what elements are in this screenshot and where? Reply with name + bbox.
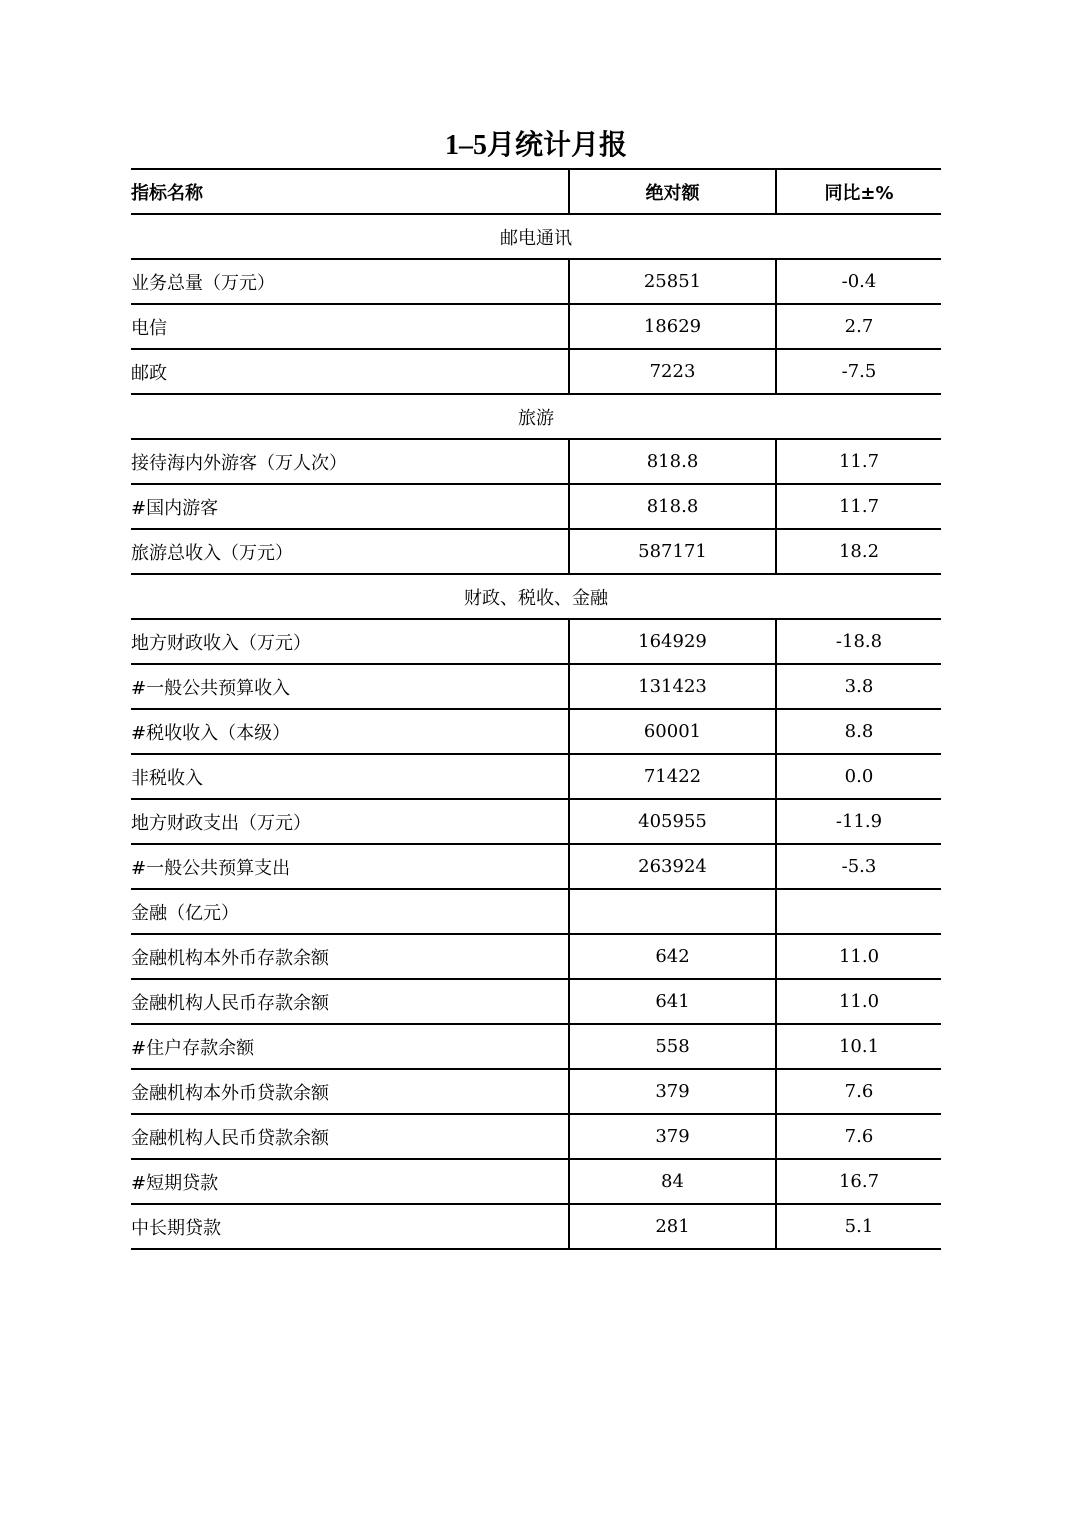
table-row: [131, 1024, 941, 1069]
table-row: [131, 304, 941, 349]
indicator-name: #税收收入（本级）: [131, 709, 569, 754]
table-row: [131, 889, 941, 934]
yoy-value: 5.1: [776, 1204, 941, 1249]
indicator-name: 业务总量（万元）: [131, 259, 569, 304]
indicator-name: 金融机构本外币存款余额: [131, 934, 569, 979]
indicator-name: 金融机构人民币存款余额: [131, 979, 569, 1024]
yoy-value: -0.4: [776, 259, 941, 304]
indicator-name: 非税收入: [131, 754, 569, 799]
section-row: [131, 574, 941, 619]
section-label: 邮电通讯: [131, 214, 941, 259]
absolute-value: 641: [569, 979, 776, 1024]
yoy-value: 8.8: [776, 709, 941, 754]
table-row: [131, 664, 941, 709]
absolute-value: 379: [569, 1069, 776, 1114]
yoy-value: 18.2: [776, 529, 941, 574]
table-row: [131, 529, 941, 574]
table-row: [131, 1114, 941, 1159]
yoy-value: [776, 889, 941, 934]
absolute-value: 84: [569, 1159, 776, 1204]
indicator-name: #短期贷款: [131, 1159, 569, 1204]
yoy-value: -18.8: [776, 619, 941, 664]
absolute-value: 281: [569, 1204, 776, 1249]
table-row: [131, 439, 941, 484]
absolute-value: 60001: [569, 709, 776, 754]
indicator-name: 电信: [131, 304, 569, 349]
column-header-yoy: 同比±%: [776, 169, 941, 214]
table-row: [131, 754, 941, 799]
table-row: [131, 844, 941, 889]
table-row: [131, 934, 941, 979]
section-row: [131, 394, 941, 439]
indicator-name: 旅游总收入（万元）: [131, 529, 569, 574]
indicator-name: 金融机构本外币贷款余额: [131, 1069, 569, 1114]
section-label: 财政、税收、金融: [131, 574, 941, 619]
table-row: [131, 619, 941, 664]
absolute-value: 405955: [569, 799, 776, 844]
yoy-value: 11.0: [776, 979, 941, 1024]
absolute-value: 18629: [569, 304, 776, 349]
table-row: [131, 484, 941, 529]
indicator-name: 中长期贷款: [131, 1204, 569, 1249]
indicator-name: #国内游客: [131, 484, 569, 529]
table-row: [131, 799, 941, 844]
absolute-value: 131423: [569, 664, 776, 709]
indicator-name: 地方财政支出（万元）: [131, 799, 569, 844]
yoy-value: 11.7: [776, 484, 941, 529]
table-row: [131, 709, 941, 754]
yoy-value: 10.1: [776, 1024, 941, 1069]
table-row: [131, 1204, 941, 1249]
absolute-value: 587171: [569, 529, 776, 574]
statistics-table: [131, 168, 941, 1250]
indicator-name: #一般公共预算支出: [131, 844, 569, 889]
yoy-value: 0.0: [776, 754, 941, 799]
indicator-name: 地方财政收入（万元）: [131, 619, 569, 664]
section-label: 旅游: [131, 394, 941, 439]
table-row: [131, 1069, 941, 1114]
absolute-value: 818.8: [569, 484, 776, 529]
yoy-value: -7.5: [776, 349, 941, 394]
yoy-value: 11.7: [776, 439, 941, 484]
table-row: [131, 979, 941, 1024]
yoy-value: -5.3: [776, 844, 941, 889]
table-header-row: [131, 169, 941, 214]
indicator-name: 邮政: [131, 349, 569, 394]
column-header-absolute: 绝对额: [569, 169, 776, 214]
absolute-value: 164929: [569, 619, 776, 664]
absolute-value: 642: [569, 934, 776, 979]
absolute-value: 71422: [569, 754, 776, 799]
indicator-name: #住户存款余额: [131, 1024, 569, 1069]
yoy-value: 11.0: [776, 934, 941, 979]
absolute-value: 25851: [569, 259, 776, 304]
yoy-value: 7.6: [776, 1069, 941, 1114]
yoy-value: 16.7: [776, 1159, 941, 1204]
yoy-value: -11.9: [776, 799, 941, 844]
absolute-value: 818.8: [569, 439, 776, 484]
yoy-value: 3.8: [776, 664, 941, 709]
absolute-value: 558: [569, 1024, 776, 1069]
indicator-name: 接待海内外游客（万人次）: [131, 439, 569, 484]
absolute-value: 7223: [569, 349, 776, 394]
page-title: 1–5月统计月报: [444, 130, 627, 161]
section-row: [131, 214, 941, 259]
yoy-value: 7.6: [776, 1114, 941, 1159]
yoy-value: 2.7: [776, 304, 941, 349]
table-row: [131, 259, 941, 304]
indicator-name: #一般公共预算收入: [131, 664, 569, 709]
indicator-name: 金融机构人民币贷款余额: [131, 1114, 569, 1159]
absolute-value: 263924: [569, 844, 776, 889]
absolute-value: [569, 889, 776, 934]
indicator-name: 金融（亿元）: [131, 889, 569, 934]
absolute-value: 379: [569, 1114, 776, 1159]
table-row: [131, 1159, 941, 1204]
table-row: [131, 349, 941, 394]
column-header-name: 指标名称: [131, 169, 569, 214]
